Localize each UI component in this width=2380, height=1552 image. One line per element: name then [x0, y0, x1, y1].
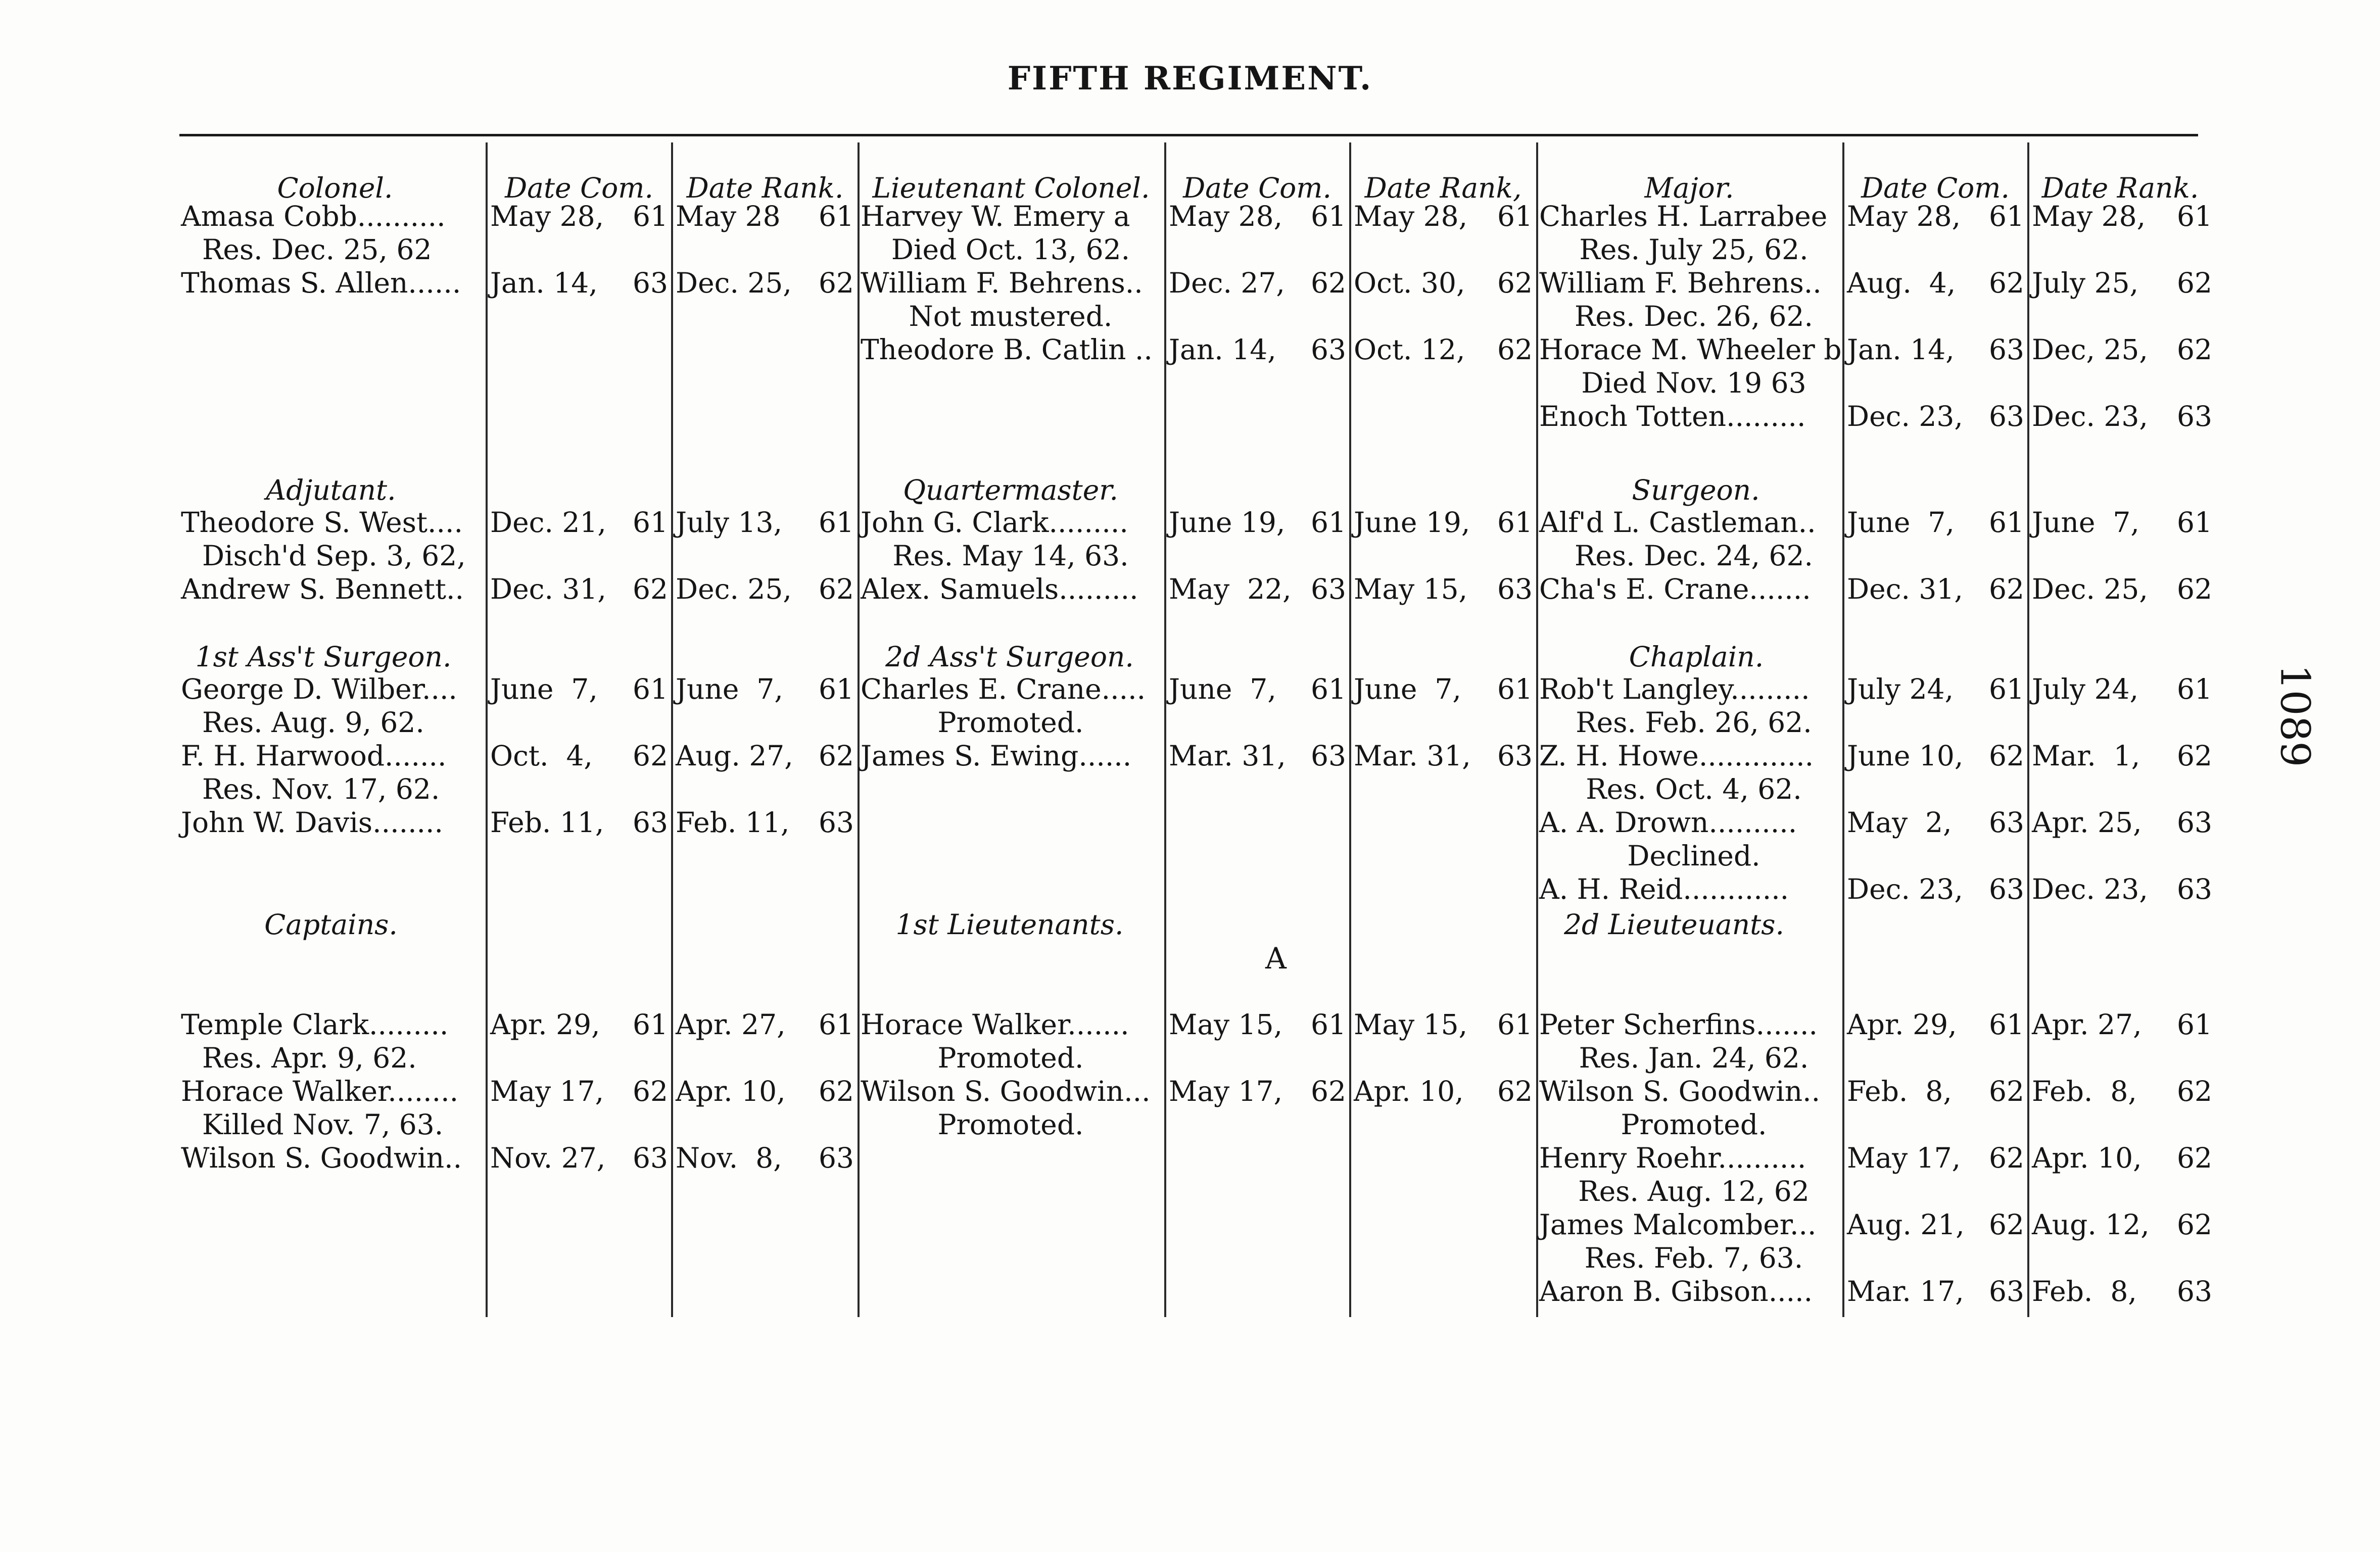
officer-note: Res. Nov. 17, 62.: [202, 773, 440, 805]
date-rank: June 19,: [1354, 506, 1470, 539]
officer-note: Res. Apr. 9, 62.: [202, 1042, 417, 1074]
date-commissioned-year: 63: [1311, 333, 1346, 366]
date-rank-year: 62: [1497, 333, 1533, 366]
date-commissioned: Feb. 8,: [1847, 1075, 1952, 1107]
date-commissioned: May 17,: [1169, 1075, 1283, 1107]
date-rank-year: 62: [1497, 267, 1533, 299]
date-commissioned-year: 61: [1989, 673, 2024, 705]
date-commissioned: Apr. 29,: [1847, 1008, 1957, 1041]
column-divider: [1164, 142, 1166, 1317]
officer-name: Henry Roehr..........: [1539, 1142, 1806, 1174]
heading-second-lieutenants: 2d Lieuteuants.: [1564, 908, 1784, 941]
page-number: 1089: [2271, 664, 2319, 767]
officer-name: Horace M. Wheeler b: [1539, 333, 1842, 366]
date-commissioned-year: 63: [1989, 400, 2024, 432]
officer-name: A. A. Drown..........: [1539, 806, 1797, 839]
officer-note: Res. Feb. 26, 62.: [1576, 706, 1812, 739]
date-commissioned-year: 62: [1989, 573, 2024, 605]
officer-note: Res. July 25, 62.: [1579, 233, 1808, 266]
date-commissioned-year: 63: [633, 806, 668, 839]
officer-note: Promoted.: [937, 706, 1084, 739]
date-commissioned: Jan. 14,: [1847, 333, 1955, 366]
column-divider: [1349, 142, 1351, 1317]
date-commissioned: Oct. 4,: [490, 740, 593, 772]
officer-name: Cha's E. Crane.......: [1539, 573, 1811, 605]
date-commissioned-year: 62: [1311, 1075, 1346, 1107]
date-commissioned: June 7,: [490, 673, 598, 705]
date-rank: June 7,: [1354, 673, 1461, 705]
officer-name: Charles H. Larrabee: [1539, 200, 1828, 232]
date-rank: Feb. 11,: [676, 806, 790, 839]
officer-note: Res. Dec. 26, 62.: [1575, 300, 1813, 332]
header-date-rank: Date Rank,: [1364, 172, 1522, 204]
date-rank: Dec. 25,: [676, 267, 792, 299]
date-rank-year: 61: [1497, 200, 1533, 232]
header-date-rank: Date Rank.: [2041, 172, 2199, 204]
date-commissioned-year: 62: [1989, 1208, 2024, 1241]
officer-note: Killed Nov. 7, 63.: [202, 1108, 444, 1141]
officer-name: Peter Scherfins.......: [1539, 1008, 1818, 1041]
date-commissioned: July 24,: [1847, 673, 1954, 705]
date-rank-year: 62: [2177, 740, 2212, 772]
heading-quartermaster: Quartermaster.: [902, 474, 1119, 506]
officer-name: Enoch Totten.........: [1539, 400, 1806, 432]
officer-name: Wilson S. Goodwin..: [181, 1142, 462, 1174]
date-commissioned: May 28,: [1847, 200, 1961, 232]
officer-name: Temple Clark.........: [181, 1008, 449, 1041]
officer-name: Thomas S. Allen......: [181, 267, 461, 299]
date-commissioned: Aug. 21,: [1847, 1208, 1965, 1241]
date-rank: Apr. 25,: [2032, 806, 2142, 839]
date-rank-year: 62: [2177, 1075, 2212, 1107]
date-commissioned-year: 61: [1989, 200, 2024, 232]
date-commissioned-year: 61: [633, 1008, 668, 1041]
header-date-com: Date Com.: [1861, 172, 2010, 204]
heading-second-asst-surgeon: 2d Ass't Surgeon.: [885, 641, 1134, 673]
date-commissioned: June 7,: [1169, 673, 1276, 705]
date-rank: Dec, 25,: [2032, 333, 2148, 366]
date-rank-year: 61: [1497, 1008, 1533, 1041]
officer-name: Alex. Samuels.........: [861, 573, 1138, 605]
date-rank: Dec. 23,: [2032, 400, 2148, 432]
date-rank: Feb. 8,: [2032, 1075, 2137, 1107]
officer-name: George D. Wilber....: [181, 673, 457, 705]
officer-name: Horace Walker........: [181, 1075, 459, 1107]
column-divider: [858, 142, 860, 1317]
date-commissioned: May 28,: [1169, 200, 1283, 232]
date-rank-year: 62: [819, 1075, 854, 1107]
date-rank: Oct. 30,: [1354, 267, 1465, 299]
date-rank-year: 63: [819, 1142, 854, 1174]
date-commissioned: June 10,: [1847, 740, 1964, 772]
date-commissioned-year: 61: [633, 673, 668, 705]
heading-chaplain: Chaplain.: [1629, 641, 1764, 673]
date-commissioned: Apr. 29,: [490, 1008, 600, 1041]
date-rank-year: 62: [2177, 333, 2212, 366]
date-rank-year: 61: [1497, 506, 1533, 539]
heading-surgeon: Surgeon.: [1632, 474, 1760, 506]
date-rank: Aug. 27,: [676, 740, 793, 772]
officer-name: William F. Behrens..: [1539, 267, 1822, 299]
officer-name: John G. Clark.........: [861, 506, 1128, 539]
date-rank-year: 61: [1497, 673, 1533, 705]
date-rank: May 28,: [2032, 200, 2146, 232]
date-commissioned: June 19,: [1169, 506, 1286, 539]
officer-name: Theodore S. West....: [181, 506, 463, 539]
officer-note: Res. Aug. 9, 62.: [202, 706, 424, 739]
officer-name: Harvey W. Emery a: [861, 200, 1130, 232]
officer-note: Declined.: [1627, 840, 1760, 872]
date-commissioned: June 7,: [1847, 506, 1955, 539]
column-divider: [486, 142, 488, 1317]
date-rank-year: 61: [819, 200, 854, 232]
column-divider: [2027, 142, 2029, 1317]
header-date-com: Date Com.: [1183, 172, 1331, 204]
officer-note: Promoted.: [1621, 1108, 1767, 1141]
heading-adjutant: Adjutant.: [266, 474, 396, 506]
date-commissioned-year: 63: [1989, 806, 2024, 839]
date-rank-year: 62: [819, 740, 854, 772]
date-commissioned: Aug. 4,: [1847, 267, 1956, 299]
date-commissioned: Dec. 31,: [490, 573, 606, 605]
officer-name: Z. H. Howe.............: [1539, 740, 1814, 772]
date-commissioned: May 22,: [1169, 573, 1292, 605]
officer-note: Res. Aug. 12, 62: [1578, 1175, 1810, 1207]
officer-name: Aaron B. Gibson.....: [1539, 1275, 1813, 1307]
date-commissioned: Jan. 14,: [490, 267, 598, 299]
date-commissioned-year: 61: [1311, 1008, 1346, 1041]
date-commissioned: Mar. 31,: [1169, 740, 1286, 772]
date-commissioned: Dec. 27,: [1169, 267, 1285, 299]
date-commissioned: Dec. 23,: [1847, 400, 1963, 432]
date-commissioned-year: 61: [633, 506, 668, 539]
date-rank: Apr. 27,: [676, 1008, 786, 1041]
date-rank-year: 62: [819, 267, 854, 299]
date-rank: Apr. 10,: [2032, 1142, 2142, 1174]
header-date-com: Date Com.: [505, 172, 653, 204]
heading-first-asst-surgeon: 1st Ass't Surgeon.: [195, 641, 452, 673]
date-commissioned-year: 63: [1311, 740, 1346, 772]
date-rank-year: 61: [819, 1008, 854, 1041]
date-rank: Mar. 31,: [1354, 740, 1471, 772]
date-commissioned-year: 61: [633, 200, 668, 232]
date-commissioned-year: 62: [1989, 267, 2024, 299]
date-rank-year: 61: [2177, 673, 2212, 705]
date-rank-year: 61: [819, 506, 854, 539]
date-commissioned-year: 61: [1989, 506, 2024, 539]
date-rank-year: 63: [819, 806, 854, 839]
officer-note: Died Nov. 19 63: [1581, 367, 1806, 399]
officer-note: Res. Oct. 4, 62.: [1586, 773, 1802, 805]
header-date-rank: Date Rank.: [686, 172, 844, 204]
officer-name: F. H. Harwood.......: [181, 740, 447, 772]
date-commissioned-year: 62: [633, 740, 668, 772]
date-commissioned-year: 61: [1989, 1008, 2024, 1041]
date-commissioned-year: 62: [1311, 267, 1346, 299]
header-major: Major.: [1644, 172, 1734, 204]
date-rank: Mar. 1,: [2032, 740, 2140, 772]
date-commissioned: Dec. 23,: [1847, 873, 1963, 905]
date-rank-year: 61: [2177, 1008, 2212, 1041]
officer-name: Andrew S. Bennett..: [181, 573, 464, 605]
date-commissioned-year: 63: [1311, 573, 1346, 605]
date-rank-year: 63: [2177, 1275, 2212, 1307]
date-rank-year: 62: [2177, 573, 2212, 605]
date-commissioned: Dec. 31,: [1847, 573, 1963, 605]
heading-first-lieutenants: 1st Lieutenants.: [895, 908, 1124, 941]
officer-note: Res. May 14, 63.: [892, 540, 1129, 572]
officer-name: Rob't Langley.........: [1539, 673, 1810, 705]
header-colonel: Colonel.: [277, 172, 393, 204]
date-rank-year: 62: [2177, 1142, 2212, 1174]
column-divider: [1842, 142, 1844, 1317]
date-rank-year: 63: [2177, 873, 2212, 905]
date-commissioned: Nov. 27,: [490, 1142, 606, 1174]
date-commissioned-year: 61: [1311, 673, 1346, 705]
center-letter: A: [1265, 941, 1287, 976]
date-rank: Feb. 8,: [2032, 1275, 2137, 1307]
date-rank: Dec. 25,: [2032, 573, 2148, 605]
officer-name: William F. Behrens..: [861, 267, 1143, 299]
officer-note: Promoted.: [937, 1042, 1084, 1074]
column-divider: [671, 142, 673, 1317]
date-commissioned-year: 63: [633, 267, 668, 299]
page-title: FIFTH REGIMENT.: [1007, 60, 1373, 98]
officer-name: A. H. Reid............: [1539, 873, 1789, 905]
date-rank: Apr. 27,: [2032, 1008, 2142, 1041]
date-commissioned: Mar. 17,: [1847, 1275, 1964, 1307]
date-rank-year: 63: [1497, 573, 1533, 605]
date-commissioned-year: 61: [1311, 506, 1346, 539]
officer-name: Charles E. Crane.....: [861, 673, 1146, 705]
date-commissioned-year: 62: [1989, 1075, 2024, 1107]
officer-note: Res. Jan. 24, 62.: [1579, 1042, 1809, 1074]
date-rank: Apr. 10,: [676, 1075, 786, 1107]
date-commissioned-year: 63: [1989, 1275, 2024, 1307]
date-rank-year: 61: [2177, 200, 2212, 232]
officer-name: John W. Davis........: [181, 806, 444, 839]
date-commissioned: Dec. 21,: [490, 506, 606, 539]
officer-note: Disch'd Sep. 3, 62,: [202, 540, 466, 572]
date-commissioned-year: 62: [633, 573, 668, 605]
header-lieutenant-colonel: Lieutenant Colonel.: [872, 172, 1150, 204]
date-rank: July 13,: [676, 506, 783, 539]
officer-name: James Malcomber...: [1539, 1208, 1817, 1241]
date-rank-year: 62: [2177, 267, 2212, 299]
date-commissioned-year: 63: [1989, 873, 2024, 905]
heading-captains: Captains.: [264, 908, 398, 941]
column-divider: [1536, 142, 1538, 1317]
date-rank-year: 63: [1497, 740, 1533, 772]
date-rank-year: 61: [2177, 506, 2212, 539]
officer-name: Theodore B. Catlin ..: [861, 333, 1153, 366]
date-rank: July 25,: [2032, 267, 2139, 299]
officer-name: Wilson S. Goodwin...: [861, 1075, 1151, 1107]
date-commissioned-year: 62: [1989, 1142, 2024, 1174]
date-commissioned-year: 62: [1989, 740, 2024, 772]
date-rank-year: 61: [819, 673, 854, 705]
date-rank: May 28,: [1354, 200, 1468, 232]
date-commissioned: Feb. 11,: [490, 806, 604, 839]
date-rank-year: 62: [2177, 1208, 2212, 1241]
date-rank: May 15,: [1354, 1008, 1468, 1041]
date-commissioned-year: 62: [633, 1075, 668, 1107]
officer-note: Res. Dec. 24, 62.: [1575, 540, 1813, 572]
date-commissioned: May 15,: [1169, 1008, 1283, 1041]
date-rank: Apr. 10,: [1354, 1075, 1464, 1107]
top-rule: [179, 134, 2198, 136]
date-rank-year: 63: [2177, 400, 2212, 432]
date-rank: July 24,: [2032, 673, 2139, 705]
date-rank: May 15,: [1354, 573, 1468, 605]
officer-name: Alf'd L. Castleman..: [1539, 506, 1816, 539]
date-rank-year: 63: [2177, 806, 2212, 839]
date-rank: Dec. 23,: [2032, 873, 2148, 905]
date-rank: Oct. 12,: [1354, 333, 1465, 366]
date-rank-year: 62: [1497, 1075, 1533, 1107]
officer-note: Promoted.: [937, 1108, 1084, 1141]
date-rank: May 28: [676, 200, 781, 232]
date-commissioned: Jan. 14,: [1169, 333, 1276, 366]
date-commissioned: May 17,: [490, 1075, 604, 1107]
date-commissioned-year: 63: [1989, 333, 2024, 366]
date-rank: Aug. 12,: [2032, 1208, 2150, 1241]
officer-name: Horace Walker.......: [861, 1008, 1129, 1041]
date-commissioned: May 17,: [1847, 1142, 1961, 1174]
officer-name: James S. Ewing......: [861, 740, 1132, 772]
officer-note: Not mustered.: [909, 300, 1113, 332]
date-rank: Nov. 8,: [676, 1142, 782, 1174]
date-commissioned-year: 63: [633, 1142, 668, 1174]
date-commissioned: May 28,: [490, 200, 604, 232]
date-commissioned: May 2,: [1847, 806, 1952, 839]
date-rank-year: 62: [819, 573, 854, 605]
date-rank: June 7,: [2032, 506, 2139, 539]
officer-name: Amasa Cobb..........: [181, 200, 446, 232]
officer-note: Res. Dec. 25, 62: [202, 233, 432, 266]
officer-note: Died Oct. 13, 62.: [891, 233, 1130, 266]
date-rank: Dec. 25,: [676, 573, 792, 605]
officer-note: Res. Feb. 7, 63.: [1584, 1242, 1803, 1274]
date-rank: June 7,: [676, 673, 783, 705]
officer-name: Wilson S. Goodwin..: [1539, 1075, 1821, 1107]
date-commissioned-year: 61: [1311, 200, 1346, 232]
